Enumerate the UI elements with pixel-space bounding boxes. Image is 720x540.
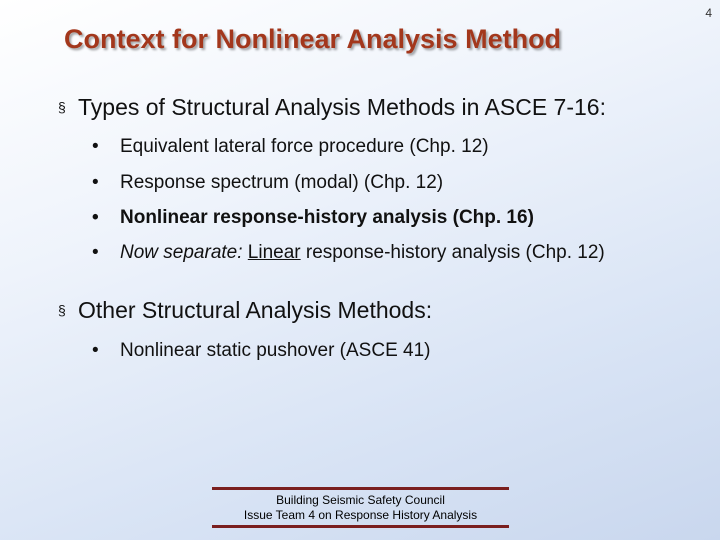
list-item-text: response-history analysis (Chp. 12) bbox=[305, 242, 605, 263]
page-number: 4 bbox=[705, 6, 712, 20]
list-item bbox=[92, 242, 605, 264]
section-heading-text: Types of Structural Analysis Methods in ASCE 7-16: bbox=[78, 94, 606, 120]
section-heading-analysis-types bbox=[58, 94, 606, 121]
footer-credit bbox=[212, 487, 509, 528]
list-item bbox=[92, 136, 489, 158]
bullet-icon: • bbox=[92, 242, 99, 263]
bullet-icon: • bbox=[92, 136, 99, 157]
list-item-text: Nonlinear static pushover (ASCE 41) bbox=[120, 340, 431, 361]
section-marker-icon: § bbox=[58, 302, 66, 318]
slide-title: Context for Nonlinear Analysis Method bbox=[64, 24, 562, 54]
bullet-icon: • bbox=[92, 340, 99, 361]
list-item-italic-prefix: Now separate: bbox=[120, 242, 243, 263]
list-item bbox=[92, 340, 430, 362]
bullet-icon: • bbox=[92, 207, 99, 228]
list-item-text: Response spectrum (modal) (Chp. 12) bbox=[120, 172, 444, 193]
list-item-underlined-word: Linear bbox=[247, 242, 301, 263]
list-item-text: Nonlinear response-history analysis (Chp. 16) bbox=[120, 207, 534, 228]
footer-line-1: Building Seismic Safety Council bbox=[276, 493, 445, 507]
section-marker-icon: § bbox=[58, 99, 66, 115]
section-heading-text: Other Structural Analysis Methods: bbox=[78, 297, 433, 323]
list-item bbox=[92, 172, 443, 194]
footer-line-2: Issue Team 4 on Response History Analysis bbox=[243, 508, 478, 522]
bullet-icon: • bbox=[92, 172, 99, 193]
section-heading-other-methods bbox=[58, 297, 432, 324]
list-item-text: Equivalent lateral force procedure (Chp. 12) bbox=[120, 136, 489, 157]
list-item bbox=[92, 207, 534, 229]
